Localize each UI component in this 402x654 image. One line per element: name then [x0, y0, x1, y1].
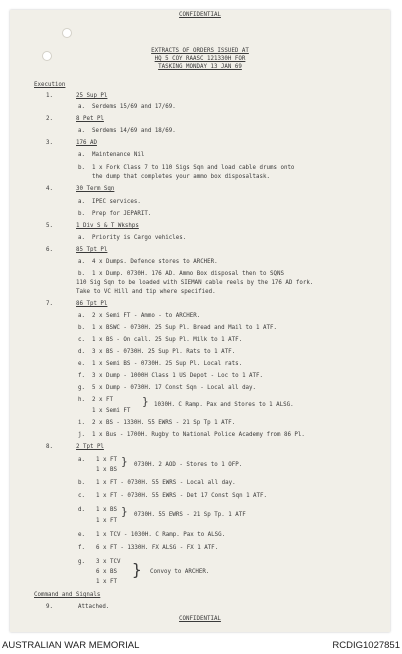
sub-letter: d.	[78, 507, 85, 513]
para-heading: 1 Div S & T Wkshps	[76, 223, 139, 229]
sub-letter: c.	[78, 493, 85, 499]
grouping-brace: }	[132, 560, 142, 579]
title-line-2: HQ 5 COY RAASC 121330H FOR	[154, 56, 246, 62]
line-text: 1 x FT - 0730H. 55 EWRS - Local all day.	[96, 480, 236, 486]
line-text: 0730H. 55 EWRS - 21 Sp Tp. 1 ATF	[134, 512, 246, 518]
line-text: 1 x TCV - 1030H. C Ramp. Pax to ALSG.	[96, 532, 226, 538]
para-num: 9.	[46, 604, 53, 610]
line-text: Serdems 14/69 and 18/69.	[92, 128, 176, 134]
line-text: Attached.	[78, 604, 110, 610]
line-text: 1 x BS - On call. 25 Sup Pl. Milk to 1 ATF.	[92, 337, 243, 343]
sub-letter: i.	[78, 420, 85, 426]
sub-letter: e.	[78, 361, 85, 367]
punch-hole-top	[62, 28, 72, 38]
sub-letter: f.	[78, 545, 85, 551]
line-text: 6 x BS	[96, 569, 117, 575]
sub-letter: a.	[78, 457, 85, 463]
sub-letter: c.	[78, 337, 85, 343]
punch-hole-bottom	[42, 51, 52, 61]
line-text: 1 x Fork Class 7 to 110 Sigs Sqn and load cable drums onto	[92, 165, 295, 171]
sub-letter: a.	[78, 313, 85, 319]
line-text: Priority is Cargo vehicles.	[92, 235, 187, 241]
line-text: 2 x Semi FT - Ammo - to ARCHER.	[92, 313, 201, 319]
line-text: 1 x BS	[96, 507, 117, 513]
sub-letter: h.	[78, 397, 85, 403]
line-text: 1 x FT	[96, 579, 117, 585]
sub-letter: e.	[78, 532, 85, 538]
section-command: Command and Signals	[34, 592, 101, 598]
title-line-1: EXTRACTS OF ORDERS ISSUED AT	[151, 48, 249, 54]
para-num: 7.	[46, 301, 53, 307]
line-text: 3 x TCV	[96, 559, 121, 565]
classification-top: CONFIDENTIAL	[179, 12, 221, 18]
document-page	[10, 10, 390, 632]
line-text: 1 x Bus - 1700H. Rugby to National Police Academy from 86 Pl.	[92, 432, 305, 438]
line-text: 1 x Semi FT	[92, 408, 131, 414]
sub-letter: a.	[78, 199, 85, 205]
line-text: Take to VC Hill and tip where specified.	[76, 289, 216, 295]
line-text: 5 x Dump - 0730H. 17 Const Sqn - Local all day.	[92, 385, 257, 391]
para-num: 5.	[46, 223, 53, 229]
line-text: IPEC services.	[92, 199, 141, 205]
para-num: 1.	[46, 93, 53, 99]
line-text: 3 x Dump - 1000H Class 1 US Depot - Loc to 1 ATF.	[92, 373, 264, 379]
line-text: 2 x FT	[92, 397, 113, 403]
sub-letter: a.	[78, 128, 85, 134]
footer-record-id: RCDIG1027851	[332, 640, 400, 651]
line-text: 1030H. C Ramp. Pax and Stores to 1 ALSG.	[154, 402, 294, 408]
classification-bottom: CONFIDENTIAL	[179, 616, 221, 622]
section-execution: Execution	[34, 82, 66, 88]
para-num: 6.	[46, 247, 53, 253]
line-text: 3 x BS - 0730H. 25 Sup Pl. Rats to 1 ATF.	[92, 349, 236, 355]
line-text: Maintenance Nil	[92, 152, 145, 158]
sub-letter: b.	[78, 271, 85, 277]
line-text: 6 x FT - 1330H. FX ALSG - FX 1 ATF.	[96, 545, 219, 551]
para-heading: 86 Tpt Pl	[76, 301, 108, 307]
sub-letter: f.	[78, 373, 85, 379]
line-text: Prep for JEPARIT.	[92, 211, 152, 217]
line-text: 1 x Dump. 0730H. 176 AD. Ammo Box disposal then to SQNS	[92, 271, 284, 277]
grouping-brace: }	[142, 395, 149, 408]
line-text: 1 x FT - 0730H. 55 EWRS - Det 17 Const Sqn 1 ATF.	[96, 493, 268, 499]
para-num: 4.	[46, 186, 53, 192]
line-text: 2 x BS - 1330H. 55 EWRS - 21 Sp Tp 1 ATF.	[92, 420, 236, 426]
sub-letter: b.	[78, 211, 85, 217]
sub-letter: a.	[78, 152, 85, 158]
line-text: 1 x FT	[96, 457, 117, 463]
sub-letter: b.	[78, 480, 85, 486]
line-text: 110 Sig Sqn to be loaded with SIEMAN cable reels by the 176 AD fork.	[76, 280, 314, 286]
sub-letter: j.	[78, 432, 85, 438]
para-heading: 85 Tpt Pl	[76, 247, 108, 253]
para-heading: 25 Sup Pl	[76, 93, 108, 99]
para-heading: 30 Term Sqn	[76, 186, 115, 192]
line-text: Convoy to ARCHER.	[150, 569, 210, 575]
sub-letter: g.	[78, 559, 85, 565]
archive-footer	[0, 636, 402, 654]
sub-letter: a.	[78, 259, 85, 265]
line-text: 0730H. 2 AOD - Stores to 1 OFP.	[134, 462, 243, 468]
line-text: Serdems 15/69 and 17/69.	[92, 104, 176, 110]
para-num: 2.	[46, 116, 53, 122]
line-text: 1 x BS	[96, 467, 117, 473]
footer-archive-name: AUSTRALIAN WAR MEMORIAL	[2, 640, 140, 651]
sub-letter: a.	[78, 104, 85, 110]
line-text: 4 x Dumps. Defence stores to ARCHER.	[92, 259, 218, 265]
sub-letter: a.	[78, 235, 85, 241]
para-num: 8.	[46, 444, 53, 450]
para-heading: 2 Tpt Pl	[76, 444, 104, 450]
grouping-brace: }	[121, 505, 128, 518]
line-text: 1 x BSWC - 0730H. 25 Sup Pl. Bread and Mail to 1 ATF.	[92, 325, 277, 331]
para-heading: 8 Pet Pl	[76, 116, 104, 122]
sub-letter: b.	[78, 165, 85, 171]
line-text: 1 x FT	[96, 518, 117, 524]
line-text: the dump that completes your ammo box disposaltask.	[92, 174, 270, 180]
sub-letter: d.	[78, 349, 85, 355]
para-num: 3.	[46, 140, 53, 146]
line-text: 1 x Semi BS - 0730H. 25 Sup Pl. Local rats.	[92, 361, 243, 367]
sub-letter: g.	[78, 385, 85, 391]
title-line-3: TASKING MONDAY 13 JAN 69	[158, 64, 242, 70]
sub-letter: b.	[78, 325, 85, 331]
para-heading: 176 AD	[76, 140, 97, 146]
grouping-brace: }	[121, 455, 128, 468]
